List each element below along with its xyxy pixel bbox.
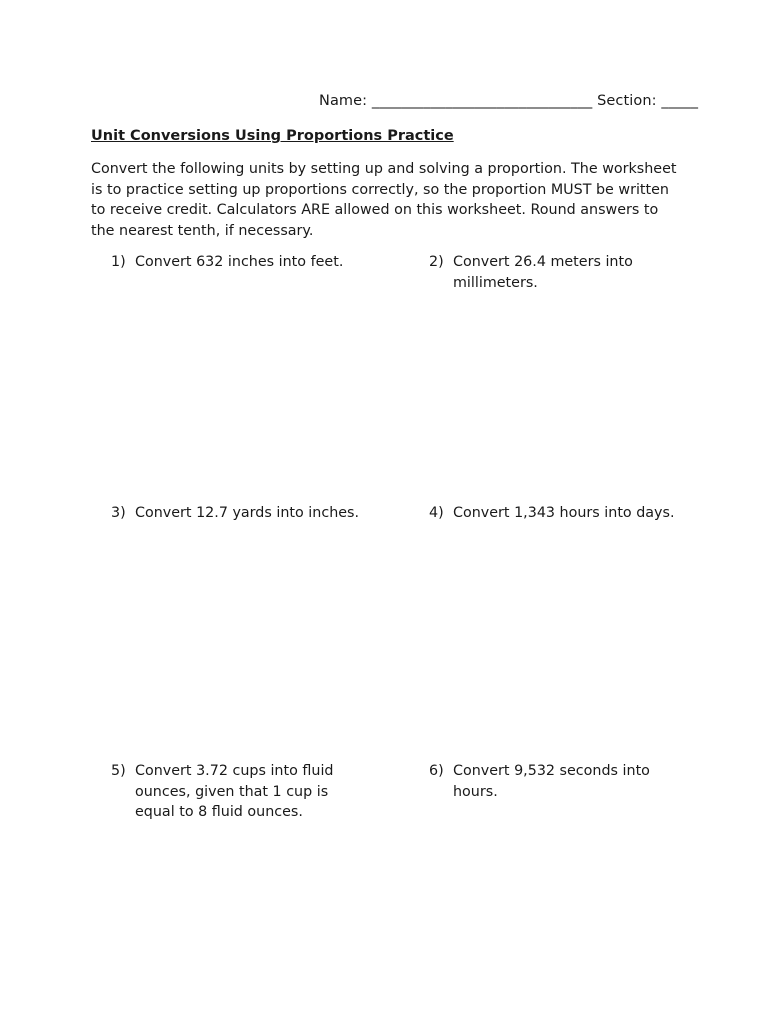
problem-6: [429, 761, 691, 802]
problem-text: Convert 12.7 yards into inches.: [135, 505, 360, 521]
problem-text: Convert 3.72 cups into fluid ounces, given that 1 cup is equal to 8 fluid ounces.: [135, 763, 334, 820]
problem-4: [429, 503, 691, 524]
problem-text: Convert 632 inches into feet.: [135, 254, 344, 270]
problem-2: [429, 252, 691, 293]
problem-1: [111, 252, 371, 273]
problem-text: Convert 1,343 hours into days.: [453, 505, 675, 521]
name-section-header: [319, 93, 698, 109]
problem-number: 2): [429, 254, 444, 270]
section-blank[interactable]: _____: [661, 93, 699, 109]
problem-number: 3): [111, 505, 126, 521]
name-label: Name:: [319, 93, 368, 109]
problem-text: Convert 9,532 seconds into hours.: [453, 763, 650, 800]
problem-5: [111, 761, 371, 823]
problem-text: Convert 26.4 meters into millimeters.: [453, 254, 633, 291]
problem-number: 5): [111, 763, 126, 779]
instructions-paragraph: Convert the following units by setting up and solving a proportion. The worksheet is to practice setting up proportions correctly, so the proportion MUST be written to receive credit. Calculators ARE allowed on this worksheet. Round answers to the nearest tenth, if necessary.: [91, 161, 677, 239]
problem-number: 4): [429, 505, 444, 521]
problem-3: [111, 503, 371, 524]
section-label: Section:: [597, 93, 657, 109]
problem-number: 6): [429, 763, 444, 779]
problem-number: 1): [111, 254, 126, 270]
name-blank[interactable]: ______________________________: [371, 93, 593, 109]
worksheet-title: Unit Conversions Using Proportions Practice: [91, 128, 454, 144]
